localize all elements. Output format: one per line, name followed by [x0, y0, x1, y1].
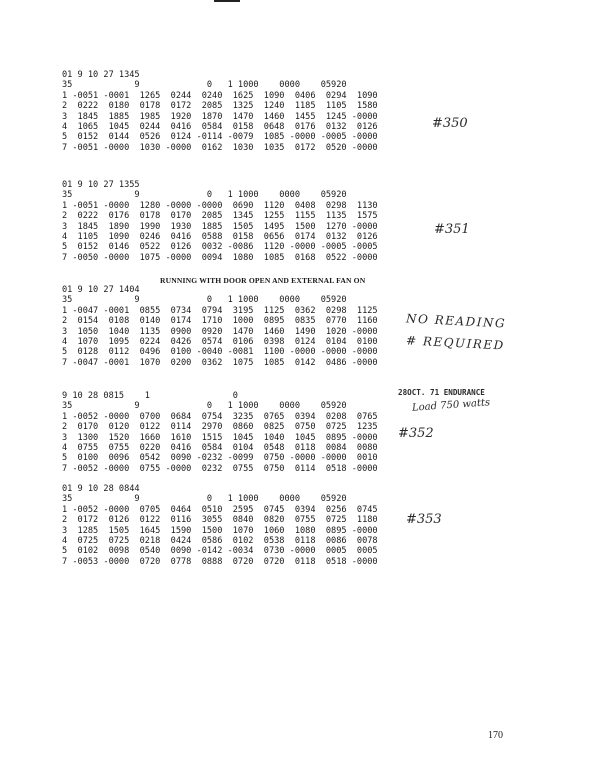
endurance-label: 28OCT. 71 ENDURANCE [398, 388, 485, 397]
handwritten-load: Load 750 watts [411, 397, 491, 414]
data-row: 2 0170 0120 0122 0114 2970 0860 0825 0750 0725 1235 [62, 422, 378, 433]
handwritten-note-351: #351 [434, 222, 470, 237]
data-row: 3 1050 1040 1135 0900 0920 1470 1460 1490 1020 -0000 [62, 326, 378, 337]
data-row: 4 0725 0725 0218 0424 0586 0102 0538 0118 0086 0078 [62, 535, 378, 546]
data-block-2 [62, 180, 378, 263]
data-row: 3 1845 1890 1990 1930 1885 1505 1495 1500 1270 -0000 [62, 221, 378, 232]
page-number: 170 [488, 730, 503, 741]
data-row: 7 -0047 -0001 1070 0200 0362 1075 1085 0142 0486 -0000 [62, 357, 378, 368]
section-heading: RUNNING WITH DOOR OPEN AND EXTERNAL FAN ON [160, 276, 366, 285]
data-row: 7 -0050 -0000 1075 -0000 0094 1080 1085 0168 0522 -0000 [62, 252, 378, 263]
data-block-5 [62, 484, 378, 567]
handwritten-note-352: #352 [398, 426, 434, 441]
data-row: 3 1300 1520 1660 1610 1515 1045 1040 1045 0895 -0000 [62, 432, 378, 443]
data-row: 4 0755 0755 0220 0416 0584 0104 0548 0118 0084 0080 [62, 442, 378, 453]
record-params: 35 9 0 1 1000 0000 05920 [62, 295, 347, 306]
data-row: 1 -0051 -0001 1265 0244 0240 1625 1090 0406 0294 1090 [62, 90, 378, 101]
top-edge-mark [214, 0, 240, 2]
data-row: 5 0152 0144 0526 0124 -0114 -0079 1085 -0000 -0005 -0000 [62, 132, 378, 143]
record-header: 01 9 10 27 1355 [62, 180, 140, 190]
data-row: 2 0172 0126 0122 0116 3055 0840 0820 0755 0725 1180 [62, 515, 378, 526]
data-row: 5 0152 0146 0522 0126 0032 -0086 1120 -0000 -0005 -0005 [62, 242, 378, 253]
record-params: 35 9 0 1 1000 0000 05920 [62, 190, 347, 201]
data-row: 4 1105 1090 0246 0416 0588 0158 0656 0174 0132 0126 [62, 231, 378, 242]
record-header: 01 9 10 28 0844 [62, 484, 140, 494]
data-row: 1 -0047 -0001 0855 0734 0794 3195 1125 0362 0298 1125 [62, 305, 378, 316]
data-row: 5 0128 0112 0496 0100 -0040 -0081 1100 -0000 -0000 -0000 [62, 347, 378, 358]
data-row: 1 -0052 -0000 0705 0464 0510 2595 0745 0394 0256 0745 [62, 504, 378, 515]
data-row: 3 1845 1885 1985 1920 1870 1470 1460 1455 1245 -0000 [62, 111, 378, 122]
data-row: 5 0100 0096 0542 0090 -0232 -0099 0750 -0000 -0000 0010 [62, 453, 378, 464]
data-row: 4 1070 1095 0224 0426 0574 0106 0398 0124 0104 0100 [62, 336, 378, 347]
data-row: 1 -0051 -0000 1280 -0000 -0000 0690 1120 0408 0298 1130 [62, 200, 378, 211]
handwritten-no-reading: NO READING [405, 311, 507, 331]
data-row: 3 1285 1505 1645 1590 1500 1070 1060 1080 0895 -0000 [62, 525, 378, 536]
data-row: 2 0154 0108 0140 0174 1710 1000 0895 0835 0770 1160 [62, 316, 378, 327]
data-row: 7 -0053 -0000 0720 0778 0888 0720 0720 0118 0518 -0000 [62, 556, 378, 567]
data-row: 7 -0051 -0000 1030 -0000 0162 1030 1035 0172 0520 -0000 [62, 142, 378, 153]
record-header: 01 9 10 27 1404 [62, 285, 140, 295]
data-row: 2 0222 0176 0178 0170 2085 1345 1255 1155 1135 1575 [62, 211, 378, 222]
data-block-3 [62, 285, 378, 368]
record-header: 01 9 10 27 1345 [62, 70, 140, 80]
handwritten-note-353: #353 [406, 512, 442, 527]
data-block-1 [62, 70, 378, 153]
data-row: 4 1065 1045 0244 0416 0584 0158 0648 0176 0132 0126 [62, 121, 378, 132]
data-row: 5 0102 0098 0540 0090 -0142 -0034 0730 -0000 0005 0005 [62, 546, 378, 557]
record-header: 9 10 28 0815 1 0 [62, 391, 238, 401]
data-block-4 [62, 391, 378, 474]
handwritten-note-350: #350 [432, 116, 468, 131]
handwritten-required: # REQUIRED [405, 333, 506, 353]
data-row: 1 -0052 -0000 0700 0684 0754 3235 0765 0394 0208 0765 [62, 411, 378, 422]
data-row: 7 -0052 -0000 0755 -0000 0232 0755 0750 0114 0518 -0000 [62, 463, 378, 474]
data-row: 2 0222 0180 0178 0172 2085 1325 1240 1185 1105 1580 [62, 101, 378, 112]
record-params: 35 9 0 1 1000 0000 05920 [62, 494, 347, 505]
record-params: 35 9 0 1 1000 0000 05920 [62, 401, 347, 412]
record-params: 35 9 0 1 1000 0000 05920 [62, 80, 347, 91]
